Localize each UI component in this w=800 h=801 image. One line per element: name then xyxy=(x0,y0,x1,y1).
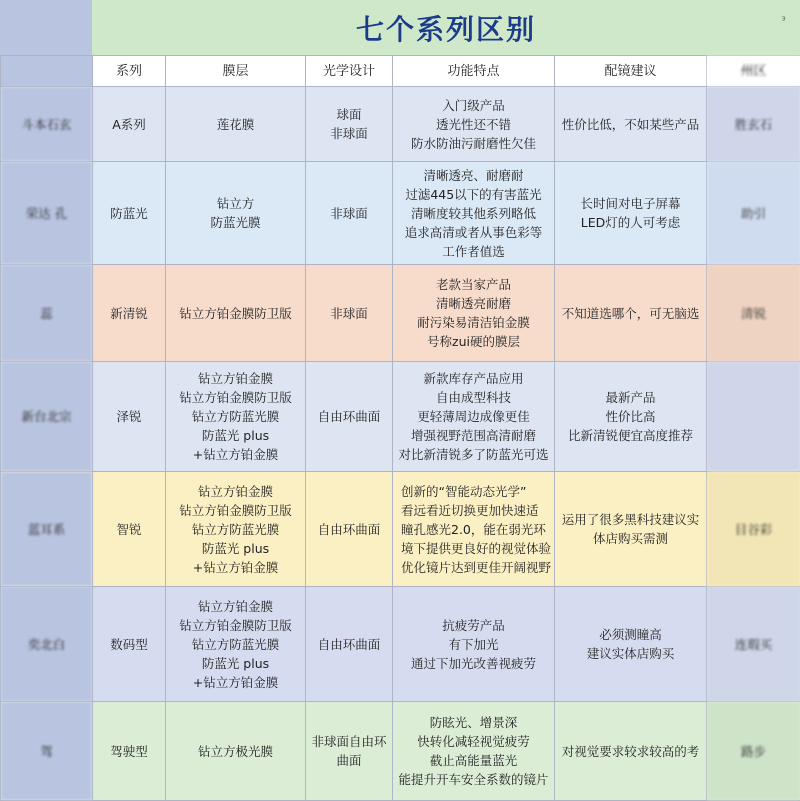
coating-line: 防蓝光 plus xyxy=(169,654,302,673)
table-row xyxy=(1,87,800,162)
advice-cell xyxy=(555,472,707,587)
last-cell: 路步 xyxy=(707,702,800,801)
header-series: 系列 xyxy=(93,56,166,87)
optics-line: 非球面自由环 xyxy=(309,732,389,751)
optics-cell xyxy=(306,87,393,162)
advice-cell xyxy=(555,587,707,702)
title-bar xyxy=(92,0,800,55)
header-blank xyxy=(1,56,93,87)
row-label: 驾 xyxy=(1,702,93,801)
series-name: 数码型 xyxy=(93,587,166,702)
coating-line: +钻立方铂金膜 xyxy=(169,558,302,577)
features-cell xyxy=(393,702,555,801)
feature-line: 境下提供更良好的视觉体验 xyxy=(401,539,551,558)
feature-line: 老款当家产品 xyxy=(396,275,551,294)
feature-line: 优化镜片达到更佳开阔视野 xyxy=(401,558,551,577)
feature-line: 对比新清锐多了防蓝光可选 xyxy=(396,445,551,464)
features-cell xyxy=(393,472,555,587)
feature-line: 截止高能量蓝光 xyxy=(396,751,551,770)
series-name: 驾驶型 xyxy=(93,702,166,801)
optics-line: 非球面 xyxy=(309,304,389,323)
optics-cell xyxy=(306,587,393,702)
feature-line: 清晰透亮、耐磨耐 xyxy=(396,166,551,185)
coating-cell xyxy=(166,702,306,801)
feature-line: 自由成型科技 xyxy=(396,388,551,407)
coating-line: 钻立方铂金膜 xyxy=(169,597,302,616)
advice-line: 建议实体店购买 xyxy=(558,644,703,663)
last-cell xyxy=(707,362,800,472)
table-row xyxy=(1,702,800,801)
page-title: 七个系列区别 xyxy=(356,8,536,48)
coating-line: 钻立方防蓝光膜 xyxy=(169,635,302,654)
header-advice: 配镜建议 xyxy=(555,56,707,87)
optics-line: 非球面 xyxy=(309,124,389,143)
feature-line: 瞳孔感光2.0，能在弱光环 xyxy=(401,520,551,539)
table-row xyxy=(1,587,800,702)
advice-line: 长时间对电子屏幕 xyxy=(558,194,703,213)
feature-line: 能提升开车安全系数的镜片 xyxy=(396,770,551,789)
coating-line: 防蓝光膜 xyxy=(169,213,302,232)
last-cell: 连瑕买 xyxy=(707,587,800,702)
last-cell: 助引 xyxy=(707,162,800,265)
last-cell: 胜玄石 xyxy=(707,87,800,162)
row-label: 荣达 孔 xyxy=(1,162,93,265)
optics-line: 自由环曲面 xyxy=(309,520,389,539)
coating-line: 钻立方铂金膜防卫版 xyxy=(169,304,302,323)
advice-line: 比新清锐便宜高度推荐 xyxy=(558,426,703,445)
row-label: 奕北白 xyxy=(1,587,93,702)
coating-line: 钻立方 xyxy=(169,194,302,213)
header-row xyxy=(1,56,800,87)
advice-cell xyxy=(555,265,707,362)
feature-line: 通过下加光改善视疲劳 xyxy=(396,654,551,673)
series-comparison-table xyxy=(0,55,800,801)
coating-cell xyxy=(166,472,306,587)
coating-cell xyxy=(166,362,306,472)
last-cell: 目谷彩 xyxy=(707,472,800,587)
table-row xyxy=(1,362,800,472)
corner-mark: ᵌ xyxy=(781,14,786,29)
optics-line: 自由环曲面 xyxy=(309,407,389,426)
coating-line: 钻立方极光膜 xyxy=(169,742,302,761)
feature-line: 有下加光 xyxy=(396,635,551,654)
advice-cell xyxy=(555,702,707,801)
header-features: 功能特点 xyxy=(393,56,555,87)
series-name: 智锐 xyxy=(93,472,166,587)
header-coating: 膜层 xyxy=(166,56,306,87)
feature-line: 增强视野范围高清耐磨 xyxy=(396,426,551,445)
advice-line: 性价比低，不如某些产品 xyxy=(558,115,703,134)
table-row xyxy=(1,162,800,265)
optics-cell xyxy=(306,472,393,587)
advice-line: 必须测瞳高 xyxy=(558,625,703,644)
advice-line: 不知道选哪个，可无脑选 xyxy=(558,304,703,323)
optics-cell xyxy=(306,702,393,801)
coating-cell xyxy=(166,87,306,162)
coating-line: 钻立方防蓝光膜 xyxy=(169,520,302,539)
feature-line: 快转化减轻视觉疲劳 xyxy=(396,732,551,751)
advice-line: 运用了很多黑科技建议实 xyxy=(558,510,703,529)
optics-cell xyxy=(306,362,393,472)
coating-line: 防蓝光 plus xyxy=(169,426,302,445)
coating-line: 钻立方铂金膜 xyxy=(169,482,302,501)
feature-line: 清晰度较其他系列略低 xyxy=(396,204,551,223)
coating-line: 钻立方铂金膜防卫版 xyxy=(169,501,302,520)
coating-cell xyxy=(166,265,306,362)
coating-line: 钻立方防蓝光膜 xyxy=(169,407,302,426)
optics-line: 非球面 xyxy=(309,204,389,223)
coating-line: 钻立方铂金膜防卫版 xyxy=(169,616,302,635)
row-label: 新台北宗 xyxy=(1,362,93,472)
advice-line: LED灯的人可考虑 xyxy=(558,213,703,232)
coating-line: 防蓝光 plus xyxy=(169,539,302,558)
feature-line: 号称zui硬的膜层 xyxy=(396,332,551,351)
feature-line: 过滤445以下的有害蓝光 xyxy=(396,185,551,204)
table-row xyxy=(1,472,800,587)
coating-line: 钻立方铂金膜 xyxy=(169,369,302,388)
row-label: 蕊 xyxy=(1,265,93,362)
advice-line: 性价比高 xyxy=(558,407,703,426)
last-cell: 清锐 xyxy=(707,265,800,362)
optics-cell xyxy=(306,162,393,265)
advice-cell xyxy=(555,87,707,162)
feature-line: 耐污染易清洁铂金膜 xyxy=(396,313,551,332)
advice-cell xyxy=(555,162,707,265)
feature-line: 更轻薄周边成像更佳 xyxy=(396,407,551,426)
optics-line: 球面 xyxy=(309,105,389,124)
coating-line: +钻立方铂金膜 xyxy=(169,673,302,692)
optics-line: 自由环曲面 xyxy=(309,635,389,654)
feature-line: 防眩光、增景深 xyxy=(396,713,551,732)
feature-line: 追求高清或者从事色彩等 xyxy=(396,223,551,242)
feature-line: 清晰透亮耐磨 xyxy=(396,294,551,313)
series-name: A系列 xyxy=(93,87,166,162)
row-label: 蓝耳系 xyxy=(1,472,93,587)
header-optics: 光学设计 xyxy=(306,56,393,87)
optics-cell xyxy=(306,265,393,362)
optics-line: 曲面 xyxy=(309,751,389,770)
features-cell xyxy=(393,162,555,265)
coating-cell xyxy=(166,162,306,265)
feature-line: 工作者值选 xyxy=(396,242,551,261)
features-cell xyxy=(393,587,555,702)
feature-line: 新款库存产品应用 xyxy=(396,369,551,388)
coating-line: 莲花膜 xyxy=(169,115,302,134)
advice-line: 对视觉要求较求较高的考 xyxy=(558,742,703,761)
feature-line: 看远看近切换更加快速适 xyxy=(401,501,551,520)
coating-line: +钻立方铂金膜 xyxy=(169,445,302,464)
coating-cell xyxy=(166,587,306,702)
row-label: 斗本石玄 xyxy=(1,87,93,162)
feature-line: 透光性还不错 xyxy=(396,115,551,134)
series-name: 泽锐 xyxy=(93,362,166,472)
advice-line: 体店购买需测 xyxy=(558,529,703,548)
feature-line: 入门级产品 xyxy=(396,96,551,115)
features-cell xyxy=(393,87,555,162)
features-cell xyxy=(393,362,555,472)
header-last: 州区 xyxy=(707,56,800,87)
feature-line: 防水防油污耐磨性欠佳 xyxy=(396,134,551,153)
advice-cell xyxy=(555,362,707,472)
coating-line: 钻立方铂金膜防卫版 xyxy=(169,388,302,407)
features-cell xyxy=(393,265,555,362)
advice-line: 最新产品 xyxy=(558,388,703,407)
series-name: 新清锐 xyxy=(93,265,166,362)
series-name: 防蓝光 xyxy=(93,162,166,265)
feature-line: 创新的“智能动态光学” xyxy=(401,482,551,501)
feature-line: 抗疲劳产品 xyxy=(396,616,551,635)
table-row xyxy=(1,265,800,362)
